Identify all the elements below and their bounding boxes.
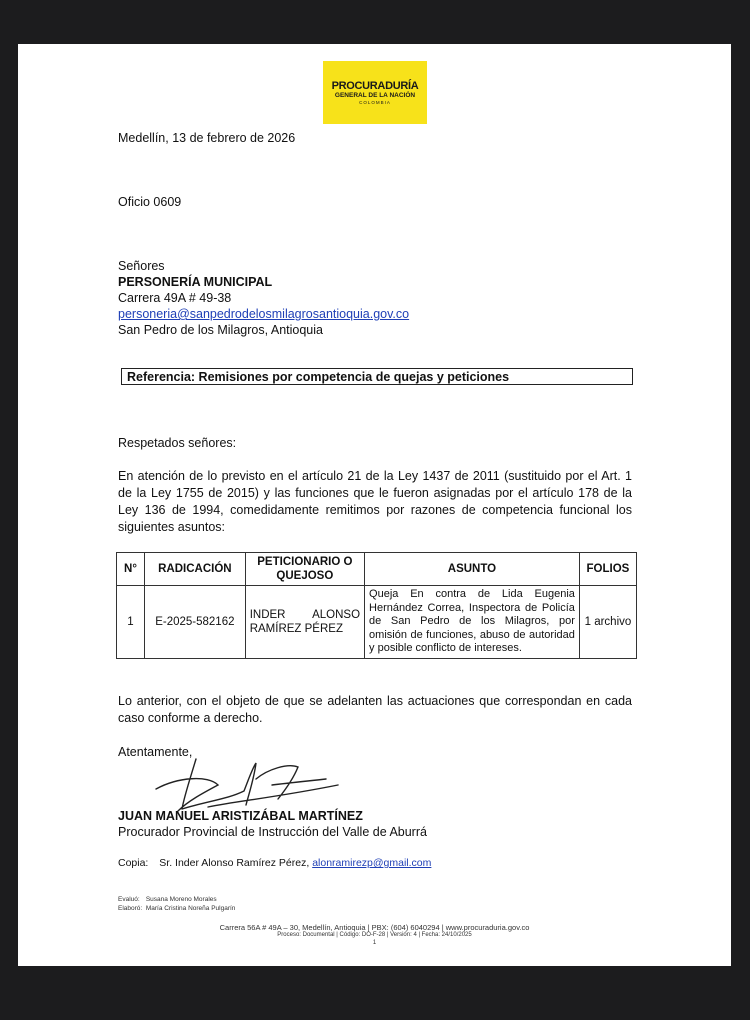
footer-address: Carrera 56A # 49A – 30, Medellín, Antioquia | PBX: (604) 6040294 | www.procuraduria.gov.co xyxy=(219,923,530,932)
oficio-number: Oficio 0609 xyxy=(118,195,182,209)
signer-title: Procurador Provincial de Instrucción del Valle de Aburrá xyxy=(118,825,427,839)
header-peticionario: PETICIONARIO O QUEJOSO xyxy=(245,553,364,586)
elaboro-label: Elaboró: xyxy=(118,905,143,912)
matters-table xyxy=(116,552,637,659)
table-row xyxy=(117,586,637,659)
document-page xyxy=(18,44,731,966)
cell-n: 1 xyxy=(117,586,145,659)
procuraduria-logo xyxy=(323,61,427,124)
signer-name: JUAN MANUEL ARISTIZÁBAL MARTÍNEZ xyxy=(118,809,363,823)
cell-peticionario: INDER ALONSO RAMÍREZ PÉREZ xyxy=(245,586,364,659)
regards: Atentamente, xyxy=(118,745,193,759)
addressee-address: Carrera 49A # 49-38 xyxy=(118,291,232,305)
cell-asunto: Queja En contra de Lida Eugenia Hernández Correa, Inspectora de Policía de San Pedro de los Milagros, por omisión de funciones, abuso de autoridad y posible conflicto de intereses. xyxy=(365,586,580,659)
addressee-block xyxy=(118,258,409,338)
copy-label: Copia: xyxy=(118,857,149,869)
greeting: Respetados señores: xyxy=(118,436,237,450)
evaluo-name: Susana Moreno Morales xyxy=(145,896,217,903)
header-n: N° xyxy=(117,553,145,586)
logo-line1: PROCURADURÍA xyxy=(331,79,419,92)
reviewer-evaluo xyxy=(118,896,217,903)
logo-line2: GENERAL DE LA NACIÓN xyxy=(334,91,416,99)
addressee-city: San Pedro de los Milagros, Antioquia xyxy=(118,323,323,337)
footer-page-number: 1 xyxy=(372,940,377,946)
addressee-email-link[interactable]: personeria@sanpedrodelosmilagrosantioquia.gov.co xyxy=(118,307,410,321)
date-line: Medellín, 13 de febrero de 2026 xyxy=(118,131,296,145)
closing-paragraph: Lo anterior, con el objeto de que se adelanten las actuaciones que correspondan en cada caso conforme a derecho. xyxy=(118,694,632,725)
cell-radicacion: E-2025-582162 xyxy=(145,586,246,659)
footer-process: Proceso: Documental | Código: DO-F-28 | Versión: 4 | Fecha: 24/10/2025 xyxy=(277,932,472,938)
evaluo-label: Evaluó: xyxy=(118,896,140,903)
salutation: Señores xyxy=(118,259,165,273)
header-asunto: ASUNTO xyxy=(365,553,580,586)
logo-line3: COLOMBIA xyxy=(359,99,391,105)
copy-line xyxy=(118,857,431,869)
body-paragraph: En atención de lo previsto en el artículo 21 de la Ley 1437 de 2011 (sustituido por el Art. 1 de la Ley 1755 de 2015) y las funciones que le fueron asignadas por el artículo 178 de la Ley 136 de 1994, comedidamente remitimos por razones de competencia funcional los siguientes asuntos: xyxy=(118,469,632,534)
copy-text: Sr. Inder Alonso Ramírez Pérez, xyxy=(159,857,310,869)
elaboro-name: María Cristina Noreña Pulgarín xyxy=(145,905,236,912)
copy-email-link[interactable]: alonramirezp@gmail.com xyxy=(312,857,432,869)
header-folios: FOLIOS xyxy=(579,553,636,586)
cell-folios: 1 archivo xyxy=(579,586,636,659)
table-header-row xyxy=(117,553,637,586)
addressee-entity: PERSONERÍA MUNICIPAL xyxy=(118,275,273,289)
reference-box: Referencia: Remisiones por competencia de quejas y peticiones xyxy=(121,368,633,385)
header-radicacion: RADICACIÓN xyxy=(145,553,246,586)
reviewer-elaboro xyxy=(118,905,235,912)
